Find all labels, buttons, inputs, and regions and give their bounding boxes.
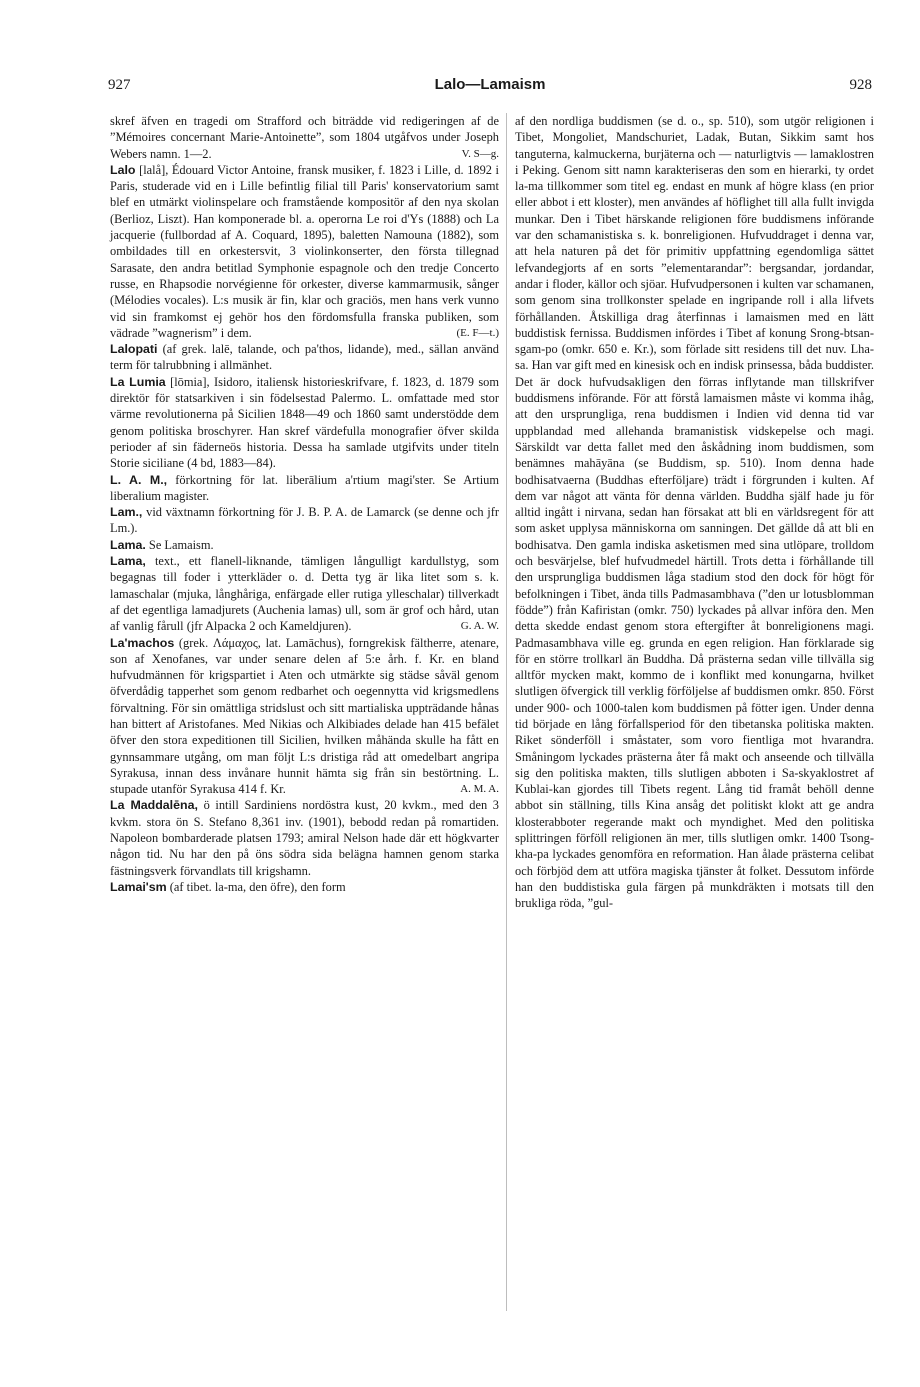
entry-text: vid växtnamn förkortning för J. B. P. A. de Lamarck (se denne och jfr Lm.). (110, 505, 499, 536)
entry-text: text., ett flanell-liknande, tämligen långulligt kardullstyg, som begagnas till foder i ytterkläder o. d. Detta tyg är lika litet som s. k. lamaschalar (mjuka, långhåriga, enfärgade eller rutiga ylleschalar) tillverkadt af det egentliga lamadjurets (Auchenia lamas) ull, som är grof och hård, utan af vanlig fårull (jfr Alpacka 2 och Kameldjuren). (110, 554, 499, 634)
dictionary-entry (110, 472, 499, 505)
entry-text: [lalå], Édouard Victor Antoine, fransk musiker, f. 1823 i Lille, d. 1892 i Paris, studerade vid en i Lille befintlig filial till Paris' konservatorium samt blef en utmärkt violinspelare och framstående kompositör af den nya skolan (Berlioz, Liszt). Han komponerade bl. a. operorna Le roi d'Ys (1888) och La jacquerie (fullbordad af A. Coquard, 1895), baletten Namouna (1882), som ombildades till en orkestersvit, 3 violinkonserter, den första tillegnad Sarasate, den andra betitlad Symphonie espagnole och den tredje Concerto russe, en Rhapsodie norvégienne för orkester, diverse kammarmusik, sånger (Mélodies vocales). L:s musik är fin, klar och graciös, men hans verk vunno vid sin framkomst ej gehör hos den fördomsfulla franska publiken, som vädrade ”wagnerism” i dem. (110, 162, 500, 340)
entry-headword: L. A. M., (110, 472, 168, 487)
entry-signature: G. A. W. (460, 620, 499, 633)
right-column-text: af den nordliga buddismen (se d. o., sp. 510), som utgör religionen i Tibet, Mongoliet, Mandschuriet, Ladak, Butan, Sikkim samt hos tanguterna, kalmuckerna, burjäterna och — naturligtvis — lamaklostren i Peking. Genom sitt namn karakteriseras den som en hierarki, ty ordet la-ma tillkommer som titel eg. endast en munk af högre klass (en prior eller abbot i ett kloster), men användes af höflighet till alla fullt invigda munkar. Den i Tibet härskande religionen före buddismens införande var den schamanistiska s. k. bonreligionen. Hufvuddraget i denna var, att hela naturen på det för primitiv uppfattning egendomliga sättet lefvandegjorts af en sorts ”elementarandar”: bergsandar, jordandar, andar i floder, källor och sjöar. Hufvudpersonen i kulten var schamanen, som genom sina trollkonster spelade en ingripande roll i alla lifvets förhållanden. Åtskilliga drag återfinnas i lamaismen med en lätt buddistisk fernissa. Buddismen infördes i Tibet af konung Srong-btsan-sgam-po (omkr. 650 e. Kr.), som förlade sitt residens till det nuv. Lha-sa. Han var gift med en kinesisk och en indisk prinsessa, båda buddister. Det är dock hufvudsakligen den förras inflytande man tillskrifver buddismens införande. För att förstå lamaismen måste vi komma ihåg, att den ursprungliga, rena buddismen i Indien vid denna tid var uppblandad med allehanda bramanistisk vidskepelse och magi. Särskildt var detta fallet med den åskådning inom buddismen, som benämnes mahāyāna (se Buddism, sp. 510). Inom denna hade bodhisatvaerna (Buddhas efterföljare) trädt i förgrunden i kulten. Af dem var något att vänta för denna världen. Buddha själf hade ju för alltid ingått i nirvana, sedan han försakat att bli en världsregent för att som asket upplysa människorna om sanningen. Det gällde då att bli en bodhisatva. Den gamla indiska asketismen med sina utlöpare, trolldom och besvärjelse, blef hufvudmedel härtill. Trots detta i förhållande till den ursprungliga buddismen låga stadium stod den dock för högt för befolkningen i Tibet, ända tills Padmasambhava (”den ur lotusblomman födde”) från Kafiristan (omkr. 750) lyckades på allvar införa den. Men detta skedde endast genom stora eftergifter åt bonreligionens magi. Padmasambhava ville eg. grunda en egen religion. Han förklarade sig för en större trollkarl än Buddha. Då prästerna sedan ville tillvälla sig alltför mycken makt, kommo de i konflikt med konungarna, hvilket slutligen öfvergick till verklig förföljelse af buddismen omkr. 850. Först under 900- och 1000-talen kom buddismen på fötter igen. Under denna tid började en lång förfallsperiod för den tibetanska politiska makten. Riket sönderföll i småstater, som voro fientliga mot hvarandra. Småningom lyckades prästerna åter få makt och anseende och tillvälla sig den politiska makten, tills slutligen abboten i Sa-skyaklostret af Kublai-kan gjordes till Tibets regent. Lång tid framåt behöll denne abbot sin ställning, tills Kina ansåg det politiskt klokt att ge andra klosterabboter regerande makt och myndighet. Med den politiska splittringen förföll religionen än mer, tills slutligen omkr. 1400 Tsong-kha-pa lyckades genomföra en reformation. Han ålade prästerna celibat och förbjöd dem att utföra magiska tjänster åt folket. Dessutom införde han den buddistiska gula färgen på munkdräkten i motsats till den brukliga röda, ”gul- (515, 114, 874, 911)
left-column (110, 113, 499, 895)
entry-signature: V. S—g. (461, 147, 499, 160)
dictionary-entry (110, 797, 499, 878)
dictionary-entry (110, 537, 499, 553)
running-title: Lalo—Lamaism (434, 76, 546, 93)
entry-text: (af tibet. la-ma, den öfre), den form (169, 879, 346, 894)
dictionary-entry (110, 113, 499, 162)
dictionary-entry (110, 504, 499, 537)
entry-headword: La Maddalēna, (110, 798, 198, 813)
left-page-number: 927 (108, 77, 131, 93)
entry-headword: Lama. (110, 537, 146, 552)
dictionary-entry (110, 374, 499, 472)
entry-headword: Lalo (110, 162, 136, 177)
entry-text: skref äfven en tragedi om Strafford och biträdde vid redigeringen af de ”Mémoires concernant Marie-Antoinette”, som 1804 utgåfvos under Joseph Webers namn. 1—2. (110, 114, 499, 161)
entry-signature: (E. F—t.) (456, 326, 499, 339)
entry-text: Se Lamaism. (148, 537, 214, 552)
entry-headword: La'machos (110, 635, 175, 650)
dictionary-entry (110, 162, 499, 341)
dictionary-entry (110, 341, 499, 374)
page-header (108, 76, 872, 98)
entry-headword: La Lumia (110, 374, 166, 389)
entry-headword: Lamai'sm (110, 879, 167, 894)
entry-text: [lōmia], Isidoro, italiensk historieskrifvare, f. 1823, d. 1879 som direktör för statsarkiven i sin födelsestad Palermo. L. omfattade med stor värme revolutionerna på Sicilien 1848—49 och 1860 samt understödde dem genom politiska broschyrer. Han skref värdefulla monografier öfver skilda perioder af sin fäderneös historia. Dessa ha samlade utgifvits under titeln Storie siciliane (4 bd, 1883—84). (110, 374, 500, 471)
column-divider (506, 113, 507, 1311)
entry-headword: Lam., (110, 505, 143, 520)
dictionary-entry (110, 635, 499, 798)
entry-text: (af grek. lalē, talande, och pa'thos, lidande), med., sällan använd term för talrubbning i allmänhet. (110, 342, 499, 373)
right-page-number: 928 (849, 77, 872, 93)
dictionary-entry (110, 553, 499, 634)
entry-headword: Lalopati (110, 342, 158, 357)
entry-text: förkortning för lat. liberālium a'rtium magi'ster. Se Artium liberalium magister. (110, 472, 499, 503)
right-column (515, 113, 874, 912)
entry-headword: Lama, (110, 554, 146, 569)
entry-text: ö intill Sardiniens nordöstra kust, 20 kvkm., med den 3 kvkm. stora ön S. Stefano 8,361 inv. (1901), bebodd redan på romartiden. Napoleon bombarderade platsen 1793; amiral Nelson hade där ett högkvarter någon tid. Nu har den på öns södra sida belägna hamnen genom starka fästningsverk förvandlats till krigshamn. (110, 798, 499, 878)
dictionary-entry (110, 879, 499, 895)
entry-signature: A. M. A. (460, 783, 499, 796)
entry-text: (grek. Λάμαχος, lat. Lamāchus), forngrekisk fältherre, atenare, son af Xenofanes, var under senare delen af 5:e årh. f. Kr. en bland hufvudmännen för krigspartiet i Aten och utmärkte sig städse såväl genom öfverdådig tapperhet som genom redbarhet och oegennytta vid krigsmedlens förvaltning. För sin omättliga stridslust och sitt martialiska uppträdande hånas han bittert af Aristofanes. Med Nikias och Alkibiades delade han 415 befälet öfver den stora expeditionen till Sicilien, hvilken måhända skulle ha fått en gynnsammare utgång, om man följt L:s dristiga råd att omedelbart angripa Syrakusa, innan dess invånare hunnit hämta sig från sin bestörtning. L. stupade utanför Syrakusa 414 f. Kr. (110, 635, 499, 797)
